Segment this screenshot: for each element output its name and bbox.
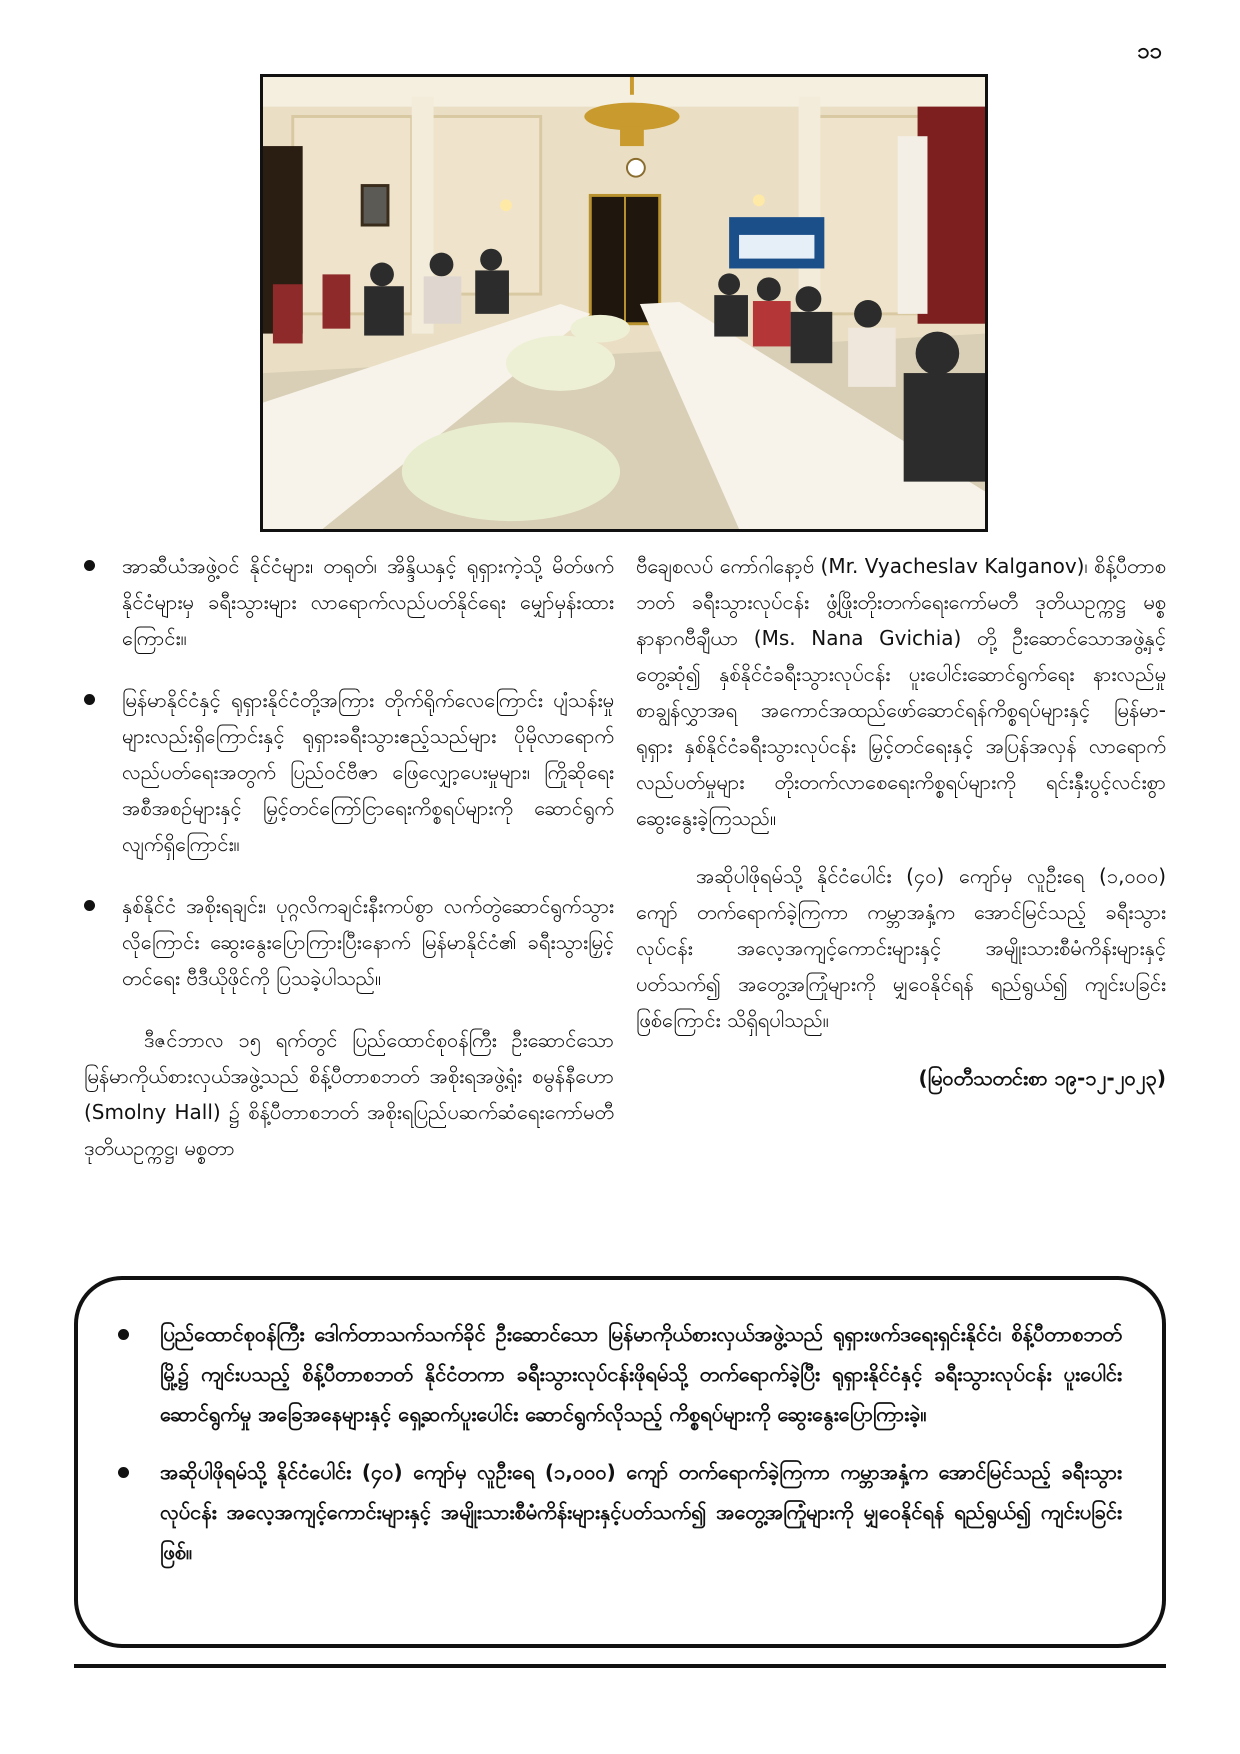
body-paragraph: ဗီချေစလပ် ကော်ဂါနော့ဗ် (Mr. Vyacheslav Kalganov)၊ စိန့်ပီတာစဘတ် ခရီးသွားလုပ်ငန်း ဖွံ့ဖြိုးတိုးတက်ရေးကော်မတီ ဒုတိယဥက္ကဋ္ဌ မစ္စ နာနာဂဗီချီယာ (Ms. Nana Gvichia) တို့ ဦးဆောင်သောအဖွဲ့နှင့် တွေ့ဆုံ၍ နှစ်နိုင်ငံခရီးသွားလုပ်ငန်း ပူးပေါင်းဆောင်ရွက်ရေး နားလည်မှုစာချွန်လွှာအရ အကောင်အထည်ဖော်ဆောင်ရန်ကိစ္စရပ်များနှင့် မြန်မာ-ရုရှား နှစ်နိုင်ငံခရီးသွားလုပ်ငန်း မြှင့်တင်ရေးနှင့် အပြန်အလှန် လာရောက်လည်ပတ်မှုများ တိုးတက်လာစေရေးကိစ္စရပ်များကို ရင်းနှီးပွင့်လင်းစွာ ဆွေးနွေးခဲ့ကြသည်။ bbox=[636, 554, 1166, 830]
bullet-dot-icon bbox=[84, 900, 95, 911]
summary-box bbox=[74, 1276, 1166, 1648]
summary-item bbox=[118, 1314, 1122, 1434]
bullet-item bbox=[84, 888, 614, 996]
page-number: ၁၁ bbox=[1137, 39, 1162, 64]
news-source: (မြဝတီသတင်းစာ ၁၉-၁၂-၂၀၂၃) bbox=[918, 1066, 1166, 1090]
summary-text: အဆိုပါဖိုရမ်သို့ နိုင်ငံပေါင်း (၄၀) ကျော်မှ လူဦးရေ (၁,၀၀၀) ကျော် တက်ရောက်ခဲ့ကြကာ ကမ္ဘာအနှံ့က အောင်မြင်သည့် ခရီးသွားလုပ်ငန်း အလေ့အကျင့်ကောင်းများနှင့် အမျိုးသားစီမံကိန်းများနှင့်ပတ်သက်၍ အတွေ့အကြုံများကို မျှဝေနိုင်ရန် ရည်ရွယ်၍ ကျင်းပခြင်းဖြစ်။ bbox=[160, 1460, 1122, 1564]
bullet-text: မြန်မာနိုင်ငံနှင့် ရုရှားနိုင်ငံတို့အကြား တိုက်ရိုက်လေကြောင်း ပျံသန်းမှုများလည်းရှိကြောင်းနှင့် ရုရှားခရီးသွားဧည့်သည်များ ပိုမိုလာရောက်လည်ပတ်ရေးအတွက် ပြည်ဝင်ဗီဇာ ဖြေလျှော့ပေးမှုများ၊ ကြိုဆိုရေးအစီအစဉ်များနှင့် မြှင့်တင်ကြော်ငြာရေးကိစ္စရပ်များကို ဆောင်ရွက်လျက်ရှိကြောင်း။ bbox=[122, 688, 614, 856]
bullet-dot-icon bbox=[118, 1329, 129, 1340]
body-paragraph: အဆိုပါဖိုရမ်သို့ နိုင်ငံပေါင်း (၄၀) ကျော်မှ လူဦးရေ (၁,၀၀၀) ကျော် တက်ရောက်ခဲ့ကြကာ ကမ္ဘာအနှံ့က အောင်မြင်သည့် ခရီးသွားလုပ်ငန်း အလေ့အကျင့်ကောင်းများနှင့် အမျိုးသားစီမံကိန်းများနှင့်ပတ်သက်၍ အတွေ့အကြုံများကို မျှဝေနိုင်ရန် ရည်ရွယ်၍ ကျင်းပခြင်းဖြစ်ကြောင်း သိရှိရပါသည်။ bbox=[636, 864, 1166, 1032]
bullet-dot-icon bbox=[84, 694, 95, 705]
summary-item bbox=[118, 1452, 1122, 1572]
right-column bbox=[636, 548, 1166, 1096]
bullet-dot-icon bbox=[84, 560, 95, 571]
summary-text: ပြည်ထောင်စုဝန်ကြီး ဒေါက်တာသက်သက်ခိုင် ဦးဆောင်သော မြန်မာကိုယ်စားလှယ်အဖွဲ့သည် ရုရှားဖက်ဒရေးရှင်းနိုင်ငံ၊ စိန့်ပီတာစဘတ်မြို့၌ ကျင်းပသည့် စိန့်ပီတာစဘတ် နိုင်ငံတကာ ခရီးသွားလုပ်ငန်းဖိုရမ်သို့ တက်ရောက်ခဲ့ပြီး ရုရှားနိုင်ငံနှင့် ခရီးသွားလုပ်ငန်း ပူးပေါင်းဆောင်ရွက်မှု အခြေအနေများနှင့် ရှေ့ဆက်ပူးပေါင်း ဆောင်ရွက်လိုသည့် ကိစ္စရပ်များကို ဆွေးနွေးပြောကြားခဲ့။ bbox=[160, 1322, 1122, 1426]
meeting-room-photo bbox=[260, 74, 988, 532]
bullet-item bbox=[84, 682, 614, 862]
bullet-item bbox=[84, 548, 614, 656]
bottom-divider bbox=[74, 1664, 1166, 1668]
body-paragraph: ဒီဇင်ဘာလ ၁၅ ရက်တွင် ပြည်ထောင်စုဝန်ကြီး ဦးဆောင်သော မြန်မာကိုယ်စားလှယ်အဖွဲ့သည် စိန့်ပီတာစဘတ် အစိုးရအဖွဲ့ရုံး စမွန်နီဟော (Smolny Hall) ၌ စိန့်ပီတာစဘတ် အစိုးရပြည်ပဆက်ဆံရေးကော်မတီ ဒုတိယဥက္ကဋ္ဌ၊ မစ္စတာ bbox=[84, 1028, 614, 1160]
bullet-text: နှစ်နိုင်ငံ အစိုးရချင်း၊ ပုဂ္ဂလိကချင်းနီးကပ်စွာ လက်တွဲဆောင်ရွက်သွားလိုကြောင်း ဆွေးနွေးပြောကြားပြီးနောက် မြန်မာနိုင်ငံ၏ ခရီးသွားမြှင့်တင်ရေး ဗီဒီယိုဖိုင်ကို ပြသခဲ့ပါသည်။ bbox=[122, 894, 614, 990]
bullet-dot-icon bbox=[118, 1467, 129, 1478]
bullet-text: အာဆီယံအဖွဲ့ဝင် နိုင်ငံများ၊ တရုတ်၊ အိန္ဒိယနှင့် ရုရှားကဲ့သို့ မိတ်ဖက်နိုင်ငံများမှ ခရီးသွားများ လာရောက်လည်ပတ်နိုင်ရေး မျှော်မှန်းထားကြောင်း။ bbox=[122, 554, 614, 650]
meeting-photo-illustration bbox=[263, 77, 985, 529]
left-column bbox=[84, 548, 614, 1188]
